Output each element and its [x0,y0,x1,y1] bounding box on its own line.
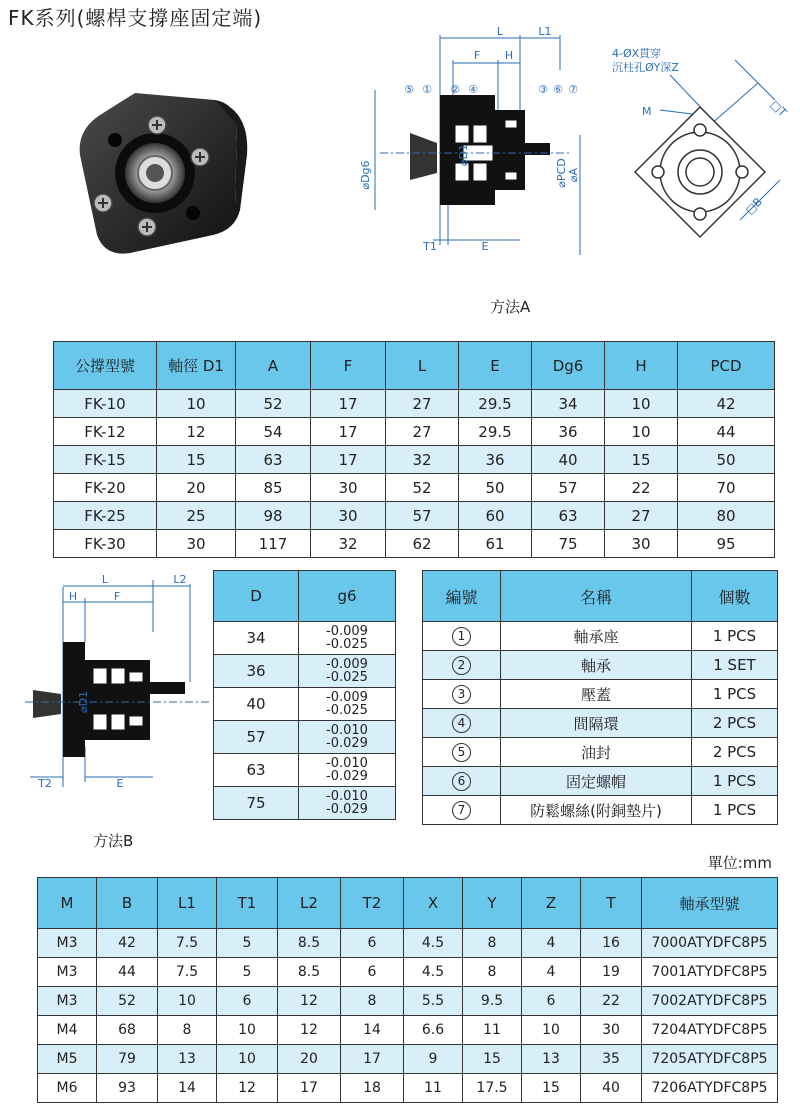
part-name: 防鬆螺絲(附銅墊片) [501,796,692,825]
spec-cell: 98 [236,502,311,530]
tol-lower: -0.029 [326,769,368,784]
dim-cell: 4.5 [404,958,463,987]
dim-T1: T1 [423,240,437,253]
spec-cell: 17 [311,418,386,446]
spec-cell: 29.5 [459,418,532,446]
spec-table [53,341,775,558]
spec-cell: FK-15 [54,446,157,474]
tol-upper: -0.009 [326,657,368,672]
spec-cell: 57 [386,502,459,530]
dim-cell: 14 [158,1074,217,1103]
dim-cell: 7002ATYDFC8P5 [642,987,778,1016]
dim-cell: 20 [278,1045,341,1074]
dim-cell: 7000ATYDFC8P5 [642,929,778,958]
tol-header: g6 [299,571,396,622]
part-number: 4 [452,714,471,733]
part-name: 壓蓋 [501,680,692,709]
dim-cell: 5.5 [404,987,463,1016]
spec-cell: 60 [459,502,532,530]
callout-6: ⑥ [553,83,563,96]
dim-L: L [496,25,504,38]
spec-cell: 63 [532,502,605,530]
dim-cell: M4 [38,1016,97,1045]
dim-E: E [481,240,489,253]
spec-cell: 10 [605,390,678,418]
dim-L2: L2 [173,573,187,586]
part-number-cell [423,796,501,825]
dim-cell: 68 [97,1016,158,1045]
method-a-label: 方法A [490,298,531,316]
part-number-cell [423,709,501,738]
dim-cell: 8 [158,1016,217,1045]
tol-lower: -0.029 [326,802,368,817]
spec-cell: 22 [605,474,678,502]
part-qty: 1 PCS [692,622,778,651]
tol-g6-cell [299,787,396,820]
dim-cell: 8.5 [278,929,341,958]
part-number-cell [423,767,501,796]
dim-cell: 15 [463,1045,522,1074]
spec-cell: 15 [157,446,236,474]
tol-row [214,622,396,655]
tol-row [214,787,396,820]
part-qty: 2 PCS [692,709,778,738]
dim-cell: 7001ATYDFC8P5 [642,958,778,987]
parts-row [423,651,778,680]
dim-A: ⌀A [567,167,580,183]
dim-cell: 4 [522,929,581,958]
dim-T2: T2 [38,777,52,790]
spec-cell: 30 [311,502,386,530]
dim-row [38,1016,778,1045]
spec-cell: 10 [157,390,236,418]
dim-D1: ⌀D1 [457,143,470,167]
spec-cell: FK-10 [54,390,157,418]
label-T: □T [767,97,790,120]
dim-cell: 30 [581,1016,642,1045]
spec-cell: 63 [236,446,311,474]
dim-D1: ⌀D1 [77,690,90,714]
dim-cell: 10 [522,1016,581,1045]
dim-cell: M6 [38,1074,97,1103]
parts-row [423,680,778,709]
dim-cell: 12 [278,987,341,1016]
dim-cell: 7.5 [158,958,217,987]
dim-cell: 10 [158,987,217,1016]
dim-cell: 6 [217,987,278,1016]
dim-header: T [581,878,642,929]
label-B: □B [742,195,765,218]
spec-header: Dg6 [532,342,605,390]
dim-cell: 7204ATYDFC8P5 [642,1016,778,1045]
dim-cell: 16 [581,929,642,958]
dim-cell: 44 [97,958,158,987]
part-number-cell [423,680,501,709]
dim-row [38,987,778,1016]
dim-cell: M3 [38,987,97,1016]
callout-2: ② [450,83,460,96]
spec-header: E [459,342,532,390]
dim-header: B [97,878,158,929]
spec-cell: 32 [311,530,386,558]
tol-lower: -0.029 [326,736,368,751]
spec-header: 公撐型號 [54,342,157,390]
tol-g6-cell [299,655,396,688]
part-name: 油封 [501,738,692,767]
spec-cell: 25 [157,502,236,530]
tol-row [214,688,396,721]
dim-cell: 13 [158,1045,217,1074]
dim-cell: 14 [341,1016,404,1045]
dim-cell: 9 [404,1045,463,1074]
spec-cell: 36 [532,418,605,446]
dim-cell: 7205ATYDFC8P5 [642,1045,778,1074]
dim-header: X [404,878,463,929]
product-photo [75,85,255,260]
tol-lower: -0.025 [326,670,368,685]
callout-7: ⑦ [568,83,578,96]
spec-cell: 30 [311,474,386,502]
dim-row [38,929,778,958]
dim-cell: M5 [38,1045,97,1074]
spec-row [54,502,775,530]
dim-row [38,1074,778,1103]
tol-g6-cell [299,688,396,721]
spec-cell: 15 [605,446,678,474]
spec-cell: FK-20 [54,474,157,502]
spec-cell: 44 [678,418,775,446]
dim-cell: 8.5 [278,958,341,987]
dim-cell: 8 [341,987,404,1016]
dim-header: L2 [278,878,341,929]
dim-H: H [504,49,514,62]
part-number: 7 [452,801,471,820]
part-name: 軸承座 [501,622,692,651]
dim-E: E [116,777,124,790]
parts-header: 編號 [423,571,501,622]
tol-g6-cell [299,721,396,754]
spec-cell: FK-30 [54,530,157,558]
dim-cell: 17 [341,1045,404,1074]
spec-cell: 17 [311,446,386,474]
dim-cell: 13 [522,1045,581,1074]
spec-cell: 36 [459,446,532,474]
dim-row [38,1045,778,1074]
dim-cell: 4 [522,958,581,987]
unit-label: 單位:mm [707,854,772,872]
dim-cell: 42 [97,929,158,958]
spec-cell: 61 [459,530,532,558]
spec-header: 軸徑 D1 [157,342,236,390]
dim-cell: 10 [217,1045,278,1074]
spec-cell: 40 [532,446,605,474]
spec-cell: 75 [532,530,605,558]
spec-row [54,474,775,502]
part-number: 3 [452,685,471,704]
page-title: FK系列(螺桿支撐座固定端) [8,6,263,30]
diagram-method-b [25,572,210,797]
spec-cell: 32 [386,446,459,474]
spec-cell: 10 [605,418,678,446]
callout-1: ① [422,83,432,96]
dim-header: T1 [217,878,278,929]
spec-cell: 17 [311,390,386,418]
part-number: 6 [452,772,471,791]
dim-cell: 8 [463,929,522,958]
part-number-cell [423,651,501,680]
spec-cell: 50 [459,474,532,502]
spec-cell: FK-25 [54,502,157,530]
spec-cell: 34 [532,390,605,418]
tol-d-cell: 40 [214,688,299,721]
dim-cell: M3 [38,929,97,958]
tol-header: D [214,571,299,622]
spec-cell: 62 [386,530,459,558]
spec-header: F [311,342,386,390]
part-qty: 1 SET [692,651,778,680]
spec-cell: FK-12 [54,418,157,446]
dim-cell: 18 [341,1074,404,1103]
dim-cell: 6 [341,958,404,987]
tol-d-cell: 34 [214,622,299,655]
parts-row [423,622,778,651]
spec-cell: 50 [678,446,775,474]
dim-cell: 9.5 [463,987,522,1016]
tol-lower: -0.025 [326,703,368,718]
dim-cell: 5 [217,929,278,958]
dim-F: F [113,590,121,603]
dim-cell: 12 [217,1074,278,1103]
dim-header: 軸承型號 [642,878,778,929]
dim-cell: 93 [97,1074,158,1103]
dim-cell: 6 [341,929,404,958]
dim-cell: 15 [522,1074,581,1103]
dim-cell: 11 [463,1016,522,1045]
dim-cell: 17.5 [463,1074,522,1103]
dim-header: Z [522,878,581,929]
spec-cell: 27 [386,418,459,446]
spec-cell: 85 [236,474,311,502]
dim-cell: 17 [278,1074,341,1103]
spec-cell: 12 [157,418,236,446]
spec-header: PCD [678,342,775,390]
dim-cell: M3 [38,958,97,987]
spec-row [54,530,775,558]
label-M: M [642,105,652,118]
tol-d-cell: 36 [214,655,299,688]
part-number-cell [423,622,501,651]
note-counterbore: 沉柱孔ØY深Z [612,61,679,74]
part-qty: 1 PCS [692,680,778,709]
parts-header: 個數 [692,571,778,622]
dim-cell: 52 [97,987,158,1016]
tol-row [214,721,396,754]
spec-cell: 57 [532,474,605,502]
tol-g6-cell [299,622,396,655]
spec-cell: 80 [678,502,775,530]
spec-cell: 29.5 [459,390,532,418]
dim-cell: 6 [522,987,581,1016]
part-name: 固定螺帽 [501,767,692,796]
dim-cell: 79 [97,1045,158,1074]
spec-cell: 54 [236,418,311,446]
dim-cell: 6.6 [404,1016,463,1045]
dim-L: L [101,573,109,586]
part-number-cell [423,738,501,767]
part-number: 5 [452,743,471,762]
part-qty: 1 PCS [692,767,778,796]
tol-lower: -0.025 [326,637,368,652]
spec-header: A [236,342,311,390]
part-qty: 1 PCS [692,796,778,825]
spec-row [54,418,775,446]
callout-3: ③ [538,83,548,96]
spec-cell: 42 [678,390,775,418]
tol-d-cell: 57 [214,721,299,754]
part-name: 軸承 [501,651,692,680]
parts-row [423,709,778,738]
spec-cell: 30 [157,530,236,558]
spec-header: L [386,342,459,390]
spec-cell: 52 [386,474,459,502]
spec-cell: 95 [678,530,775,558]
dim-cell: 22 [581,987,642,1016]
dim-H: H [68,590,78,603]
callout-4: ④ [468,83,478,96]
part-name: 間隔環 [501,709,692,738]
dim-header: Y [463,878,522,929]
tol-row [214,754,396,787]
parts-row [423,738,778,767]
dim-cell: 5 [217,958,278,987]
spec-cell: 27 [386,390,459,418]
dim-cell: 8 [463,958,522,987]
tol-row [214,655,396,688]
spec-header: H [605,342,678,390]
dim-L1: L1 [538,25,552,38]
dim-cell: 4.5 [404,929,463,958]
dim-header: T2 [341,878,404,929]
parts-table [422,570,778,825]
dim-cell: 35 [581,1045,642,1074]
diagram-method-a [355,25,590,260]
spec-cell: 52 [236,390,311,418]
dim-cell: 19 [581,958,642,987]
dim-F: F [473,49,481,62]
tol-upper: -0.010 [326,723,368,738]
callout-5: ⑤ [404,83,414,96]
tol-upper: -0.009 [326,624,368,639]
part-number: 1 [452,627,471,646]
parts-row [423,796,778,825]
part-qty: 2 PCS [692,738,778,767]
dim-cell: 7206ATYDFC8P5 [642,1074,778,1103]
spec-cell: 27 [605,502,678,530]
tol-upper: -0.009 [326,690,368,705]
dim-cell: 7.5 [158,929,217,958]
tol-upper: -0.010 [326,789,368,804]
spec-row [54,390,775,418]
spec-cell: 30 [605,530,678,558]
dimension-table [37,877,778,1103]
diagram-front-view [600,45,795,260]
dim-row [38,958,778,987]
part-number: 2 [452,656,471,675]
tol-d-cell: 63 [214,754,299,787]
parts-row [423,767,778,796]
spec-cell: 70 [678,474,775,502]
spec-cell: 20 [157,474,236,502]
dim-PCD: ⌀PCD [555,158,568,188]
dim-cell: 10 [217,1016,278,1045]
tol-g6-cell [299,754,396,787]
spec-cell: 117 [236,530,311,558]
dim-cell: 40 [581,1074,642,1103]
dim-header: L1 [158,878,217,929]
dim-cell: 11 [404,1074,463,1103]
tol-upper: -0.010 [326,756,368,771]
dim-cell: 12 [278,1016,341,1045]
dim-Dg6: ⌀Dg6 [359,160,372,190]
dim-header: M [38,878,97,929]
spec-row [54,446,775,474]
note-holes: 4-ØX貫穿 [612,47,662,60]
tolerance-table [213,570,396,820]
tol-d-cell: 75 [214,787,299,820]
parts-header: 名稱 [501,571,692,622]
method-b-label: 方法B [93,832,134,850]
